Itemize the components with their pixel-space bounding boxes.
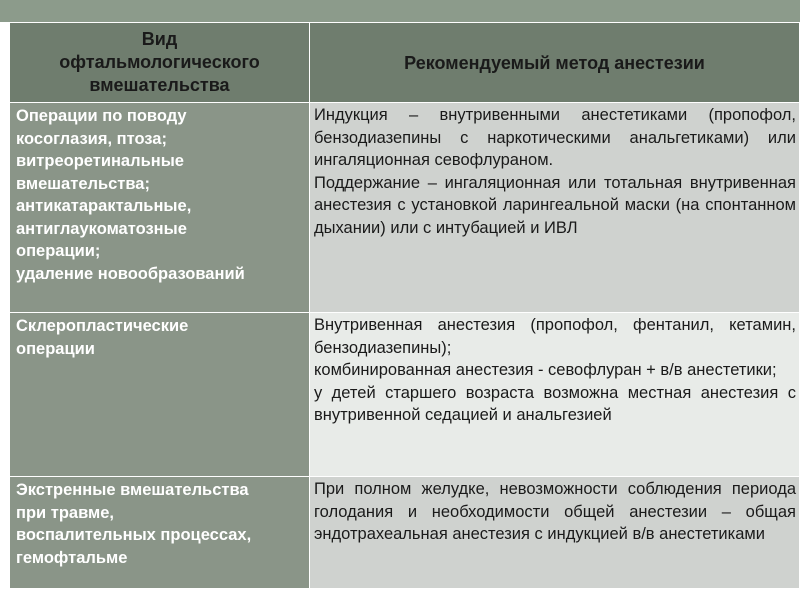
intervention-line: антиглаукоматозные (16, 219, 187, 238)
intervention-line: гемофтальме (16, 548, 128, 567)
header-col1-line: вмешательства (89, 75, 230, 95)
intervention-line: Экстренные вмешательства (16, 481, 249, 499)
method-paragraph: При полном желудке, невозможности соблюдения периода голодания и необходимости общей анестезии – общая эндотрахеальная анестезия с индукцией в/в анестетиками (314, 480, 796, 544)
intervention-line: операции (16, 339, 95, 358)
intervention-line: при травме, (16, 503, 115, 522)
intervention-line: Операции по поводу (16, 107, 187, 125)
header-col1-line: Вид (141, 29, 178, 49)
anesthesia-methods-table (9, 22, 800, 589)
row-method-cell (310, 103, 800, 313)
top-decorative-band (0, 0, 800, 22)
method-paragraph: комбинированная анестезия - севофлуран + в/в анестетики; (314, 361, 777, 380)
bottom-margin (9, 588, 799, 600)
table-row (10, 103, 800, 313)
intervention-line: удаление новообразований (16, 264, 245, 283)
intervention-line: Склеропластические (16, 317, 189, 335)
row-intervention-cell (10, 477, 310, 589)
header-intervention-type (10, 23, 310, 103)
intervention-line: воспалительных процессах, (16, 526, 252, 544)
intervention-line: витреоретинальные (16, 152, 184, 170)
row-method-cell (310, 477, 800, 589)
intervention-line: вмешательства; (16, 174, 150, 193)
intervention-line: операции; (16, 242, 101, 260)
table-row (10, 477, 800, 589)
method-paragraph: Внутривенная анестезия (пропофол, фентанил, кетамин, бензодиазепины); (314, 316, 796, 357)
row-method-cell (310, 313, 800, 477)
row-intervention-cell (10, 103, 310, 313)
method-paragraph: у детей старшего возраста возможна местная анестезия с внутривенной седацией и анальгезией (314, 383, 796, 425)
header-recommended-method: Рекомендуемый метод анестезии (310, 23, 800, 103)
intervention-line: антикатарактальные, (16, 197, 192, 215)
table-row (10, 313, 800, 477)
table-header-row (10, 23, 800, 103)
method-paragraph: Индукция – внутривенными анестетиками (пропофол, бензодиазепины с наркотическими анальгетиками) или ингаляционная севофлураном. (314, 106, 796, 170)
header-col1-line: офтальмологического (59, 52, 260, 72)
method-paragraph: Поддержание – ингаляционная или тотальная внутривенная анестезия с установкой ларингеальной маски (на спонтанном дыхании) или с интубацией и ИВЛ (314, 173, 796, 237)
row-intervention-cell (10, 313, 310, 477)
intervention-line: косоглазия, птоза; (16, 129, 167, 148)
